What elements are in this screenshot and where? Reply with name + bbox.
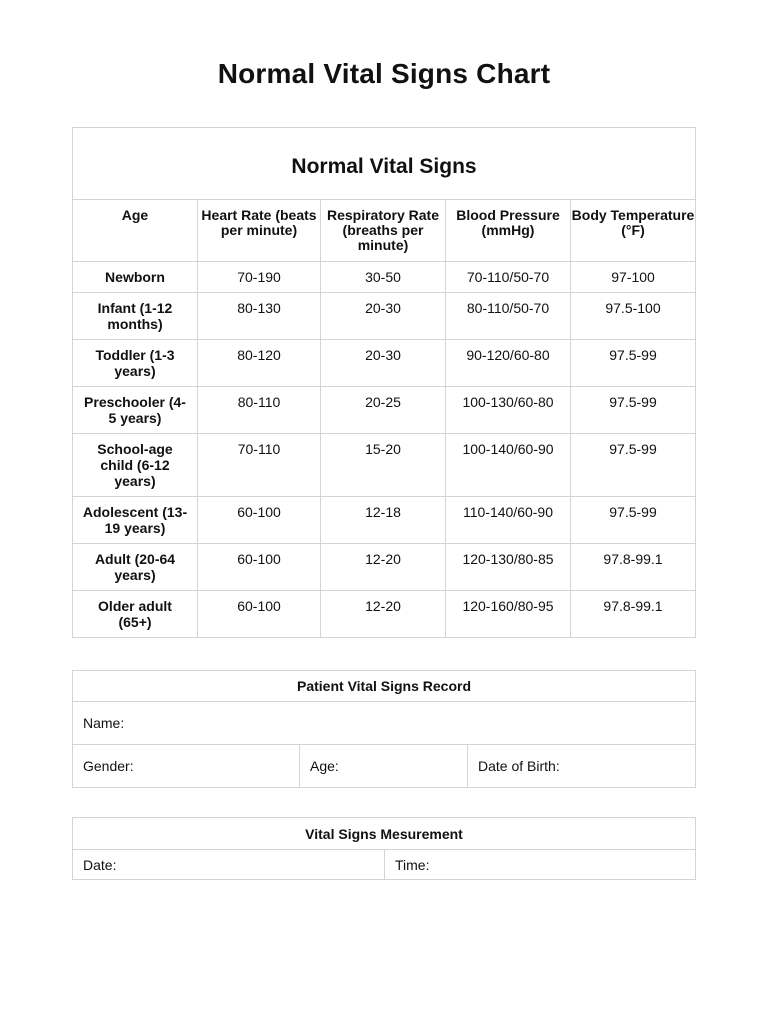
- age-cell: Infant (1-12 months): [73, 293, 198, 340]
- age-cell: Adolescent (13-19 years): [73, 497, 198, 544]
- table-row: [73, 387, 696, 434]
- page-title: Normal Vital Signs Chart: [217, 58, 551, 89]
- blood-pressure-cell: 70-110/50-70: [446, 262, 571, 293]
- blood-pressure-cell: 80-110/50-70: [446, 293, 571, 340]
- body-temperature-cell: 97.5-99: [571, 497, 696, 544]
- heart-rate-cell: 80-110: [198, 387, 321, 434]
- age-field[interactable]: Age:: [300, 745, 468, 788]
- age-cell: Newborn: [73, 262, 198, 293]
- table-row: [73, 293, 696, 340]
- body-temperature-cell: 97.8-99.1: [571, 591, 696, 638]
- normal-vital-signs-table: [72, 127, 696, 638]
- respiratory-rate-cell: 12-18: [321, 497, 446, 544]
- age-cell: Adult (20-64 years): [73, 544, 198, 591]
- body-temperature-cell: 97.5-99: [571, 434, 696, 497]
- age-cell: Toddler (1-3 years): [73, 340, 198, 387]
- body-temperature-cell: 97.8-99.1: [571, 544, 696, 591]
- measurement-heading: Vital Signs Mesurement: [73, 818, 696, 850]
- header-respiratory-rate: Respiratory Rate (breaths per minute): [321, 200, 446, 262]
- gender-field[interactable]: Gender:: [73, 745, 300, 788]
- date-field[interactable]: Date:: [73, 850, 385, 880]
- body-temperature-cell: 97.5-99: [571, 340, 696, 387]
- blood-pressure-cell: 100-130/60-80: [446, 387, 571, 434]
- heart-rate-cell: 70-190: [198, 262, 321, 293]
- table-row: [73, 340, 696, 387]
- age-cell: Older adult (65+): [73, 591, 198, 638]
- age-cell: School-age child (6-12 years): [73, 434, 198, 497]
- blood-pressure-cell: 100-140/60-90: [446, 434, 571, 497]
- table-row: [73, 262, 696, 293]
- header-age: Age: [73, 200, 198, 262]
- respiratory-rate-cell: 30-50: [321, 262, 446, 293]
- heart-rate-cell: 80-130: [198, 293, 321, 340]
- header-heart-rate: Heart Rate (beats per minute): [198, 200, 321, 262]
- respiratory-rate-cell: 20-30: [321, 340, 446, 387]
- patient-record-heading: Patient Vital Signs Record: [73, 671, 696, 702]
- respiratory-rate-cell: 20-25: [321, 387, 446, 434]
- body-temperature-cell: 97.5-100: [571, 293, 696, 340]
- heart-rate-cell: 60-100: [198, 591, 321, 638]
- blood-pressure-cell: 90-120/60-80: [446, 340, 571, 387]
- respiratory-rate-cell: 15-20: [321, 434, 446, 497]
- table-caption: Normal Vital Signs: [73, 128, 696, 200]
- blood-pressure-cell: 110-140/60-90: [446, 497, 571, 544]
- blood-pressure-cell: 120-130/80-85: [446, 544, 571, 591]
- vital-signs-measurement-table: [72, 817, 696, 880]
- header-body-temperature: Body Temperature (°F): [571, 200, 696, 262]
- table-header-row: [73, 200, 696, 262]
- table-row: [73, 434, 696, 497]
- table-row: [73, 591, 696, 638]
- body-temperature-cell: 97.5-99: [571, 387, 696, 434]
- patient-record-table: [72, 670, 696, 788]
- heart-rate-cell: 60-100: [198, 544, 321, 591]
- header-blood-pressure: Blood Pressure (mmHg): [446, 200, 571, 262]
- age-cell: Preschooler (4-5 years): [73, 387, 198, 434]
- name-field[interactable]: Name:: [73, 702, 696, 745]
- body-temperature-cell: 97-100: [571, 262, 696, 293]
- heart-rate-cell: 80-120: [198, 340, 321, 387]
- respiratory-rate-cell: 12-20: [321, 544, 446, 591]
- blood-pressure-cell: 120-160/80-95: [446, 591, 571, 638]
- heart-rate-cell: 70-110: [198, 434, 321, 497]
- table-row: [73, 544, 696, 591]
- respiratory-rate-cell: 12-20: [321, 591, 446, 638]
- heart-rate-cell: 60-100: [198, 497, 321, 544]
- date-of-birth-field[interactable]: Date of Birth:: [468, 745, 696, 788]
- table-row: [73, 497, 696, 544]
- respiratory-rate-cell: 20-30: [321, 293, 446, 340]
- time-field[interactable]: Time:: [385, 850, 696, 880]
